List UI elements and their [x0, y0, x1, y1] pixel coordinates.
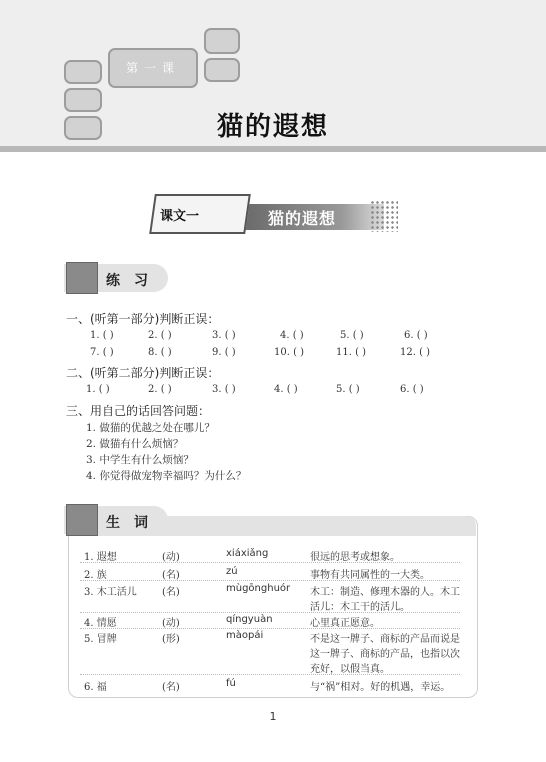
vocab-meaning: 木工：制造、修理木器的人。木工	[310, 587, 460, 598]
vocab-meaning: 很远的思考或想象。	[310, 552, 400, 563]
answer-blank: 2. ( )	[148, 384, 172, 395]
answer-blank: 6. ( )	[404, 330, 428, 341]
answer-blank: 11. ( )	[336, 347, 367, 358]
vocab-divider	[80, 562, 460, 563]
question-3-title: 三、用自己的话回答问题：	[66, 404, 211, 418]
writing-icon	[66, 262, 98, 294]
answer-blank: 5. ( )	[336, 384, 360, 395]
lamp-icon	[66, 504, 98, 536]
vocab-pinyin: fú	[226, 678, 236, 689]
question-1-title: 一、(听第一部分)判断正误：	[66, 312, 220, 326]
vocab-pinyin: zú	[226, 566, 238, 577]
vocab-pos: (动)	[162, 552, 180, 563]
vocab-pos: (名)	[162, 587, 180, 598]
vocab-word: 3. 木工活儿	[84, 587, 137, 598]
exercise-tab-label: 练习	[106, 273, 162, 289]
question-item: 2. 做猫有什么烦恼？	[86, 438, 184, 450]
page-title: 猫的遐想	[216, 112, 329, 142]
vocab-word: 2. 族	[84, 570, 107, 581]
lesson-number: 第一课	[108, 48, 198, 88]
vocab-word: 6. 福	[84, 682, 107, 693]
vocab-pinyin: qíngyuàn	[226, 614, 273, 625]
vocab-meaning: 与“祸”相对。好的机遇，幸运。	[310, 682, 451, 693]
question-item: 4. 你觉得做宠物幸福吗？为什么？	[86, 470, 247, 482]
vocab-pos: (形)	[162, 634, 180, 645]
banner-label: 课文一	[160, 209, 200, 224]
banner-dots	[370, 200, 398, 232]
vocab-divider	[80, 674, 460, 675]
vocab-pos: (名)	[162, 570, 180, 581]
answer-blank: 12. ( )	[400, 347, 431, 358]
decorative-square	[204, 28, 240, 54]
banner-title: 猫的遐想	[268, 209, 337, 228]
answer-blank: 7. ( )	[90, 347, 114, 358]
decorative-square	[64, 60, 102, 84]
vocab-meaning: 不是这一牌子、商标的产品而说是	[310, 634, 460, 645]
vocab-word: 1. 遐想	[84, 552, 117, 563]
answer-blank: 5. ( )	[340, 330, 364, 341]
answer-blank: 4. ( )	[280, 330, 304, 341]
answer-blank: 2. ( )	[148, 330, 172, 341]
answer-blank: 6. ( )	[400, 384, 424, 395]
question-item: 1. 做猫的优越之处在哪儿？	[86, 422, 215, 434]
answer-blank: 8. ( )	[148, 347, 172, 358]
answer-blank: 4. ( )	[274, 384, 298, 395]
answer-blank: 1. ( )	[90, 330, 114, 341]
vocab-tab-label: 生词	[106, 515, 162, 531]
vocab-pinyin: mùgōnghuór	[226, 583, 291, 594]
vocab-pos: (动)	[162, 618, 180, 629]
answer-blank: 10. ( )	[274, 347, 305, 358]
page-number: 1	[269, 710, 277, 723]
question-item: 3. 中学生有什么烦恼？	[86, 454, 194, 466]
header-divider	[0, 146, 546, 152]
answer-blank: 3. ( )	[212, 384, 236, 395]
vocab-meaning: 这一牌子、商标的产品，也指以次	[310, 649, 460, 660]
vocab-pinyin: màopái	[226, 630, 264, 641]
vocab-word: 4. 情愿	[84, 618, 117, 629]
vocab-meaning: 活儿：木工干的活儿。	[310, 602, 410, 613]
vocab-pinyin: xiáxiǎng	[226, 548, 269, 559]
vocab-pos: (名)	[162, 682, 180, 693]
answer-blank: 9. ( )	[212, 347, 236, 358]
vocab-word: 5. 冒牌	[84, 634, 117, 645]
vocab-meaning: 心里真正愿意。	[310, 618, 380, 629]
vocab-meaning: 充好，以假当真。	[310, 664, 390, 675]
vocab-divider	[80, 612, 460, 613]
vocab-meaning: 事物有共同属性的一大类。	[310, 570, 430, 581]
vocab-divider	[80, 580, 460, 581]
decorative-square	[204, 58, 240, 82]
vocab-divider	[80, 628, 460, 629]
answer-blank: 3. ( )	[212, 330, 236, 341]
answer-blank: 1. ( )	[86, 384, 110, 395]
vocab-box	[68, 516, 478, 698]
question-2-title: 二、(听第二部分)判断正误：	[66, 366, 220, 380]
